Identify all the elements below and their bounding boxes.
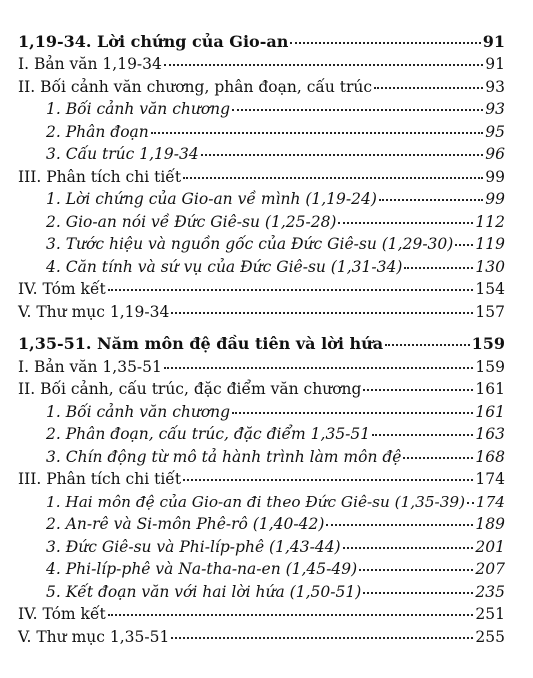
toc-entry-title: 4. Phi-líp-phê và Na-tha-na-en (1,45-49) (46, 560, 358, 578)
toc-subentry[interactable] (46, 233, 505, 255)
dot-leader (232, 412, 473, 414)
toc-entry-page: 91 (485, 55, 505, 73)
toc-entry[interactable] (18, 166, 505, 188)
dot-leader (403, 457, 473, 459)
dot-leader (363, 592, 473, 594)
toc-entry-title: III. Phân tích chi tiết (18, 167, 182, 186)
toc-subentry[interactable] (46, 513, 505, 535)
toc-entry-page: 99 (485, 190, 505, 208)
toc-entry[interactable] (18, 76, 505, 98)
toc-subentry[interactable] (46, 536, 505, 558)
toc-entry[interactable] (18, 278, 505, 300)
dot-leader (404, 267, 473, 269)
toc-heading-title: 1,19-34. Lời chứng của Gio-an (18, 32, 289, 51)
toc-subentry[interactable] (46, 401, 505, 423)
dot-leader (108, 289, 474, 291)
toc-subentry[interactable] (46, 188, 505, 210)
toc-entry-title: 2. An-rê và Si-môn Phê-rô (1,40-42) (46, 515, 325, 533)
toc-entry-page: 96 (485, 145, 505, 163)
toc-entry-page: 154 (475, 280, 505, 298)
toc-entry[interactable] (18, 468, 505, 490)
dot-leader (108, 614, 474, 616)
toc-entry-title: V. Thư mục 1,19-34 (18, 302, 170, 321)
toc-entry-page: 93 (485, 100, 505, 118)
toc-heading-page: 91 (482, 32, 505, 51)
toc-entry-title: 3. Đức Giê-su và Phi-líp-phê (1,43-44) (46, 537, 341, 556)
toc-entry-title: 2. Phân đoạn, cấu trúc, đặc điểm 1,35-51 (46, 425, 371, 443)
dot-leader (326, 524, 473, 526)
toc-entry-title: IV. Tóm kết (18, 280, 106, 298)
dot-leader (201, 154, 484, 156)
toc-entry-title: 3. Tước hiệu và nguồn gốc của Đức Giê-su (1,29-30) (46, 235, 454, 253)
toc-entry-page: 161 (475, 402, 505, 421)
toc-entry[interactable] (18, 53, 505, 75)
toc-section-heading[interactable] (18, 333, 505, 355)
toc-entry-page: 235 (475, 582, 505, 601)
toc-entry-title: I. Bản văn 1,19-34 (18, 55, 162, 73)
toc-entry-title: 1. Hai môn đệ của Gio-an đi theo Đức Giê-su (1,35-39) (46, 492, 466, 511)
toc-entry-page: 93 (485, 77, 505, 96)
toc-entry-page: 174 (475, 470, 505, 488)
dot-leader (385, 344, 469, 346)
toc-entry-page: 174 (475, 492, 505, 511)
toc-subentry[interactable] (46, 581, 505, 603)
toc-entry-title: III. Phân tích chi tiết (18, 470, 182, 488)
dot-leader (171, 312, 473, 314)
dot-leader (467, 502, 474, 504)
dot-leader (171, 637, 473, 639)
toc-entry[interactable] (18, 378, 505, 400)
toc-subentry[interactable] (46, 446, 505, 468)
toc-entry-page: 159 (475, 357, 505, 376)
toc-entry[interactable] (18, 301, 505, 323)
toc-entry-page: 157 (475, 302, 505, 321)
toc-entry[interactable] (18, 626, 505, 648)
dot-leader (372, 434, 473, 436)
toc-heading-title: 1,35-51. Năm môn đệ đầu tiên và lời hứa (18, 334, 384, 353)
toc-subentry[interactable] (46, 491, 505, 513)
toc-entry-page: 161 (475, 380, 505, 398)
toc-entry-title: 1. Bối cảnh văn chương (46, 402, 231, 421)
toc-entry-title: 5. Kết đoạn văn với hai lời hứa (1,50-51) (46, 582, 362, 601)
toc-entry-page: 207 (475, 560, 505, 578)
toc-entry-title: 3. Chín động từ mô tả hành trình làm môn đệ (46, 447, 402, 466)
toc-entry-title: 1. Bối cảnh văn chương (46, 100, 231, 118)
dot-leader (232, 109, 483, 111)
toc-entry[interactable] (18, 356, 505, 378)
dot-leader (164, 64, 483, 66)
toc-entry-page: 201 (475, 537, 505, 556)
toc-subentry[interactable] (46, 143, 505, 165)
dot-leader (379, 199, 483, 201)
toc-entry-title: V. Thư mục 1,35-51 (18, 627, 170, 646)
toc-entry-title: 4. Căn tính và sứ vụ của Đức Giê-su (1,31-34) (46, 257, 403, 276)
toc-entry-page: 163 (475, 425, 505, 443)
dot-leader (183, 479, 473, 481)
toc-subentry[interactable] (46, 211, 505, 233)
toc-entry-title: IV. Tóm kết (18, 605, 106, 623)
dot-leader (374, 87, 483, 89)
toc-subentry[interactable] (46, 121, 505, 143)
dot-leader (151, 132, 484, 134)
toc-entry[interactable] (18, 603, 505, 625)
toc-entry-page: 119 (475, 235, 505, 253)
toc-subentry[interactable] (46, 256, 505, 278)
toc-entry-title: II. Bối cảnh văn chương, phân đoạn, cấu trúc (18, 77, 373, 96)
toc-entry-title: 3. Cấu trúc 1,19-34 (46, 145, 199, 163)
toc-entry-title: 2. Gio-an nói về Đức Giê-su (1,25-28) (46, 212, 337, 231)
toc-entry-title: 2. Phân đoạn (46, 122, 149, 141)
dot-leader (359, 569, 473, 571)
dot-leader (455, 244, 473, 246)
toc-heading-page: 159 (471, 334, 505, 353)
dot-leader (183, 177, 483, 179)
toc-entry-page: 189 (475, 515, 505, 533)
toc-subentry[interactable] (46, 423, 505, 445)
toc-entry-title: I. Bản văn 1,35-51 (18, 357, 162, 376)
dot-leader (290, 42, 480, 44)
toc-section-heading[interactable] (18, 31, 505, 53)
dot-leader (363, 389, 473, 391)
toc-entry-page: 95 (485, 122, 505, 141)
toc-entry-title: II. Bối cảnh, cấu trúc, đặc điểm văn chương (18, 380, 362, 398)
toc-subentry[interactable] (46, 98, 505, 120)
toc-entry-page: 255 (475, 627, 505, 646)
dot-leader (338, 222, 473, 224)
toc-entry-page: 251 (475, 605, 505, 623)
toc-entry-page: 130 (475, 257, 505, 276)
toc-entry-page: 112 (475, 212, 505, 231)
dot-leader (164, 367, 474, 369)
toc-entry-title: 1. Lời chứng của Gio-an về mình (1,19-24) (46, 190, 377, 208)
toc-entry-page: 168 (475, 447, 505, 466)
dot-leader (343, 547, 474, 549)
toc-subentry[interactable] (46, 558, 505, 580)
toc-entry-page: 99 (485, 167, 505, 186)
